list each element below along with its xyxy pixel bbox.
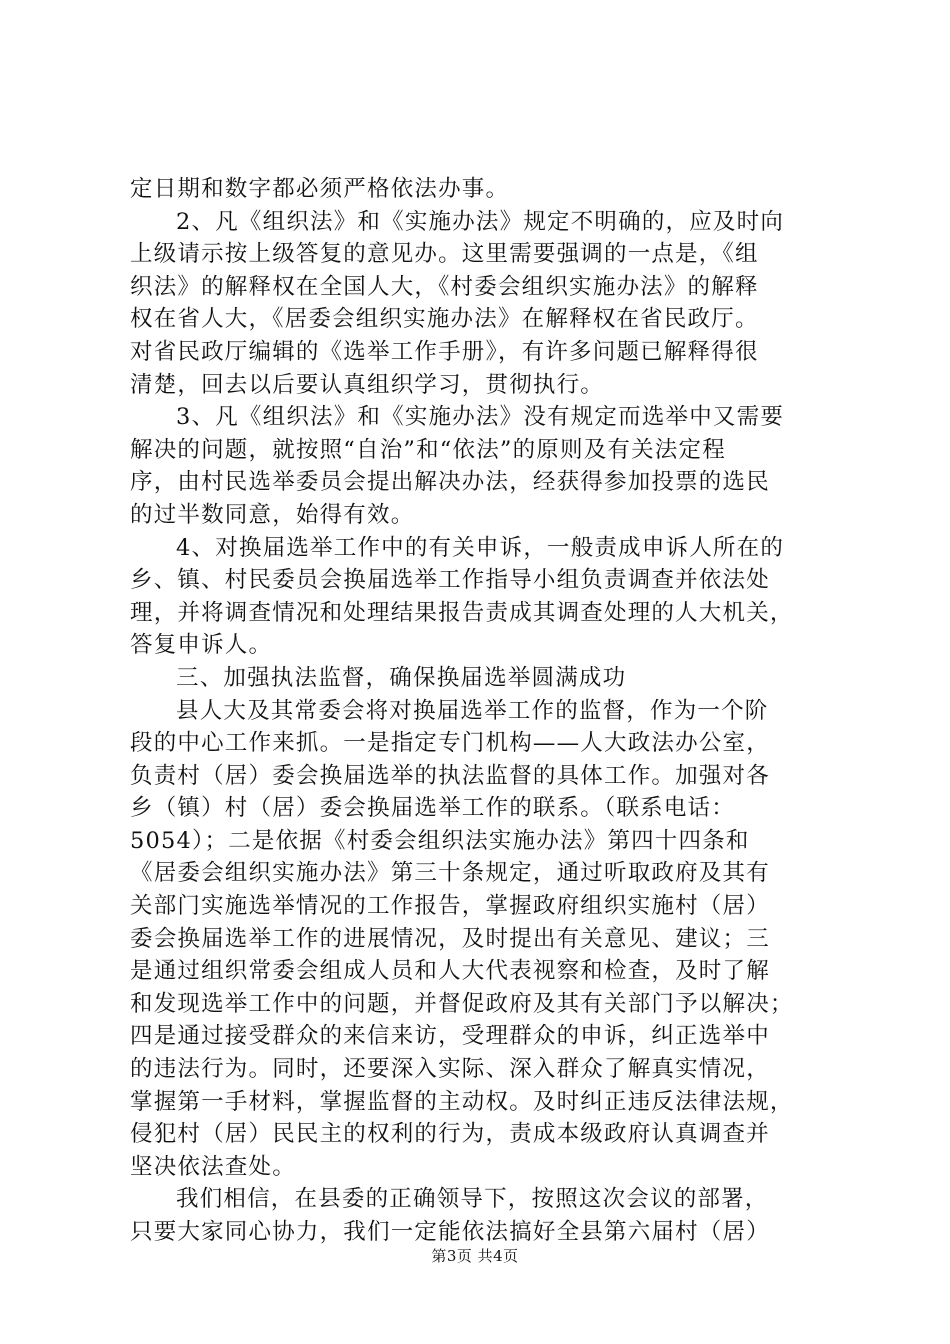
text-line: 2、凡《组织法》和《实施办法》规定不明确的，应及时向 (176, 208, 785, 235)
text-line: 理，并将调查情况和处理结果报告责成其调查处理的人大机关， (130, 599, 794, 626)
page-number-footer: 第3页 共4页 (431, 1247, 519, 1265)
text-line: 的违法行为。同时，还要深入实际、深入群众了解真实情况， (130, 1056, 770, 1083)
text-line: 乡、镇、村民委员会换届选举工作指导小组负责调查并依法处 (130, 567, 770, 594)
text-line: 侵犯村（居）民民主的权利的行为，责成本级政府认真调查并 (130, 1121, 770, 1148)
text-line: 负责村（居）委会换届选举的执法监督的具体工作。加强对各 (130, 762, 770, 789)
text-line: 乡（镇）村（居）委会换届选举工作的联系。（联系电话： (130, 795, 735, 822)
text-line: 坚决依法查处。 (130, 1153, 296, 1180)
text-line: 只要大家同心协力，我们一定能依法搞好全县第六届村（居） (130, 1219, 770, 1245)
text-line: 四是通过接受群众的来信来访，受理群众的申诉，纠正选举中 (130, 1023, 770, 1050)
text-line: 和发现选举工作中的问题，并督促政府及其有关部门予以解决； (130, 990, 794, 1017)
document-body (130, 173, 850, 1249)
text-line: 解决的问题，就按照“自治”和“依法”的原则及有关法定程 (130, 436, 726, 463)
text-line: 3、凡《组织法》和《实施办法》没有规定而选举中又需要 (176, 404, 785, 431)
text-line: 段的中心工作来抓。一是指定专门机构——人大政法办公室， (130, 730, 770, 757)
text-line: 织法》的解释权在全国人大，《村委会组织实施办法》的解释 (130, 273, 759, 300)
text-line: 清楚，回去以后要认真组织学习，贯彻执行。 (130, 371, 605, 398)
text-line: 上级请示按上级答复的意见办。这里需要强调的一点是，《组 (130, 241, 759, 268)
text-line: 是通过组织常委会组成人员和人大代表视察和检查，及时了解 (130, 958, 770, 985)
text-line: 关部门实施选举情况的工作报告，掌握政府组织实施村（居） (130, 893, 770, 920)
text-line: 定日期和数字都必须严格依法办事。 (130, 176, 510, 202)
text-line: 委会换届选举工作的进展情况，及时提出有关意见、建议；三 (130, 925, 770, 952)
text-line: 的过半数同意，始得有效。 (130, 501, 415, 528)
text-line: 5054）；二是依据《村委会组织法实施办法》第四十四条和 (130, 827, 750, 854)
text-line: 我们相信，在县委的正确领导下，按照这次会议的部署， (176, 1186, 769, 1213)
text-line: 三、加强执法监督，确保换届选举圆满成功 (176, 664, 627, 691)
text-line: 4、对换届选举工作中的有关申诉，一般责成申诉人所在的 (176, 534, 785, 561)
text-line: 答复申诉人。 (130, 632, 273, 659)
text-line: 县人大及其常委会将对换届选举工作的监督，作为一个阶 (176, 697, 769, 724)
text-line: 《居委会组织实施办法》第三十条规定，通过听取政府及其有 (130, 860, 770, 887)
text-line: 序，由村民选举委员会提出解决办法，经获得参加投票的选民 (130, 469, 770, 496)
text-line: 权在省人大，《居委会组织实施办法》在解释权在省民政厅。 (130, 306, 759, 333)
text-line: 对省民政厅编辑的《选举工作手册》，有许多问题已解释得很 (130, 338, 759, 365)
text-line: 掌握第一手材料，掌握监督的主动权。及时纠正违反法律法规， (130, 1088, 794, 1115)
